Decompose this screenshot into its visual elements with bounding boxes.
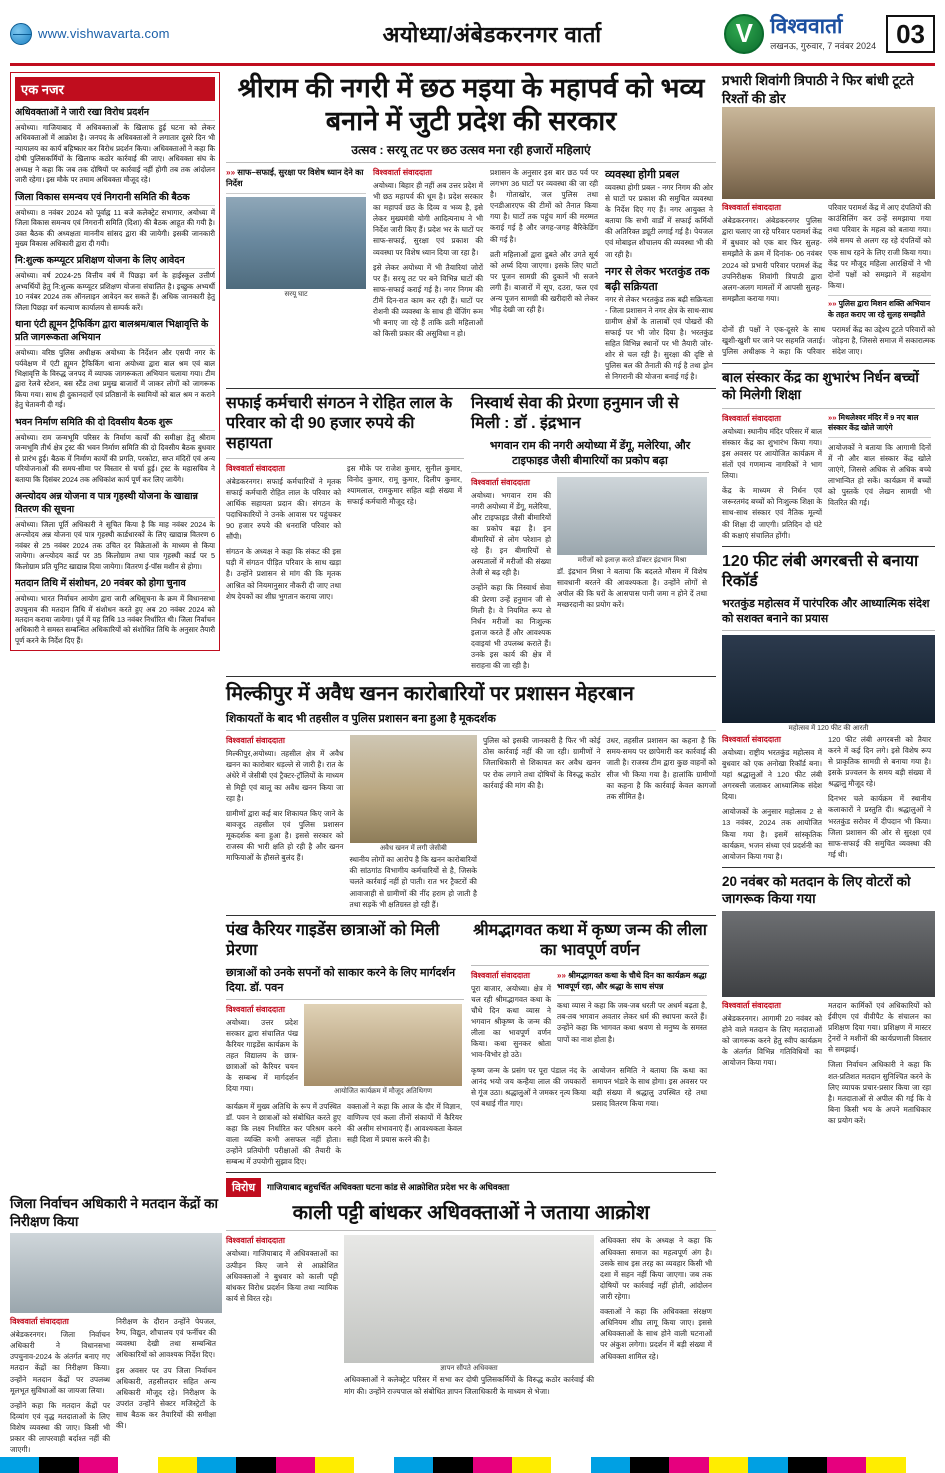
nazar-item-text: अयोध्या। वरिष्ठ पुलिस अधीक्षक अयोध्या के निर्देशन और एसपी नगर के पर्यवेक्षण में एंटी ह्यूमन ट्रैफिकिंग थाना अयोध्या द्वारा बाल श्रम एवं बाल भिक्षावृत्ति के विरुद्ध जनपद में व्यापक जागरूकता अभियान चलाया गया। टीम द्वारा रेलवे स्टेशन, बस स्टैंड तथा प्रमुख बाजारों में जाकर लोगों को जागरूक किया गया। साथ ही दुकानदारों एवं प्रतिष्ठानों के स्वामियों को बाल श्रम न कराने हेतु चेतावनी दी गई। [15,348,216,410]
lead-story[interactable] [226,72,716,383]
counsel-photo [722,107,935,199]
nazar-item-head: थाना एंटी ह्यूमन ट्रैफिकिंग द्वारा बालश्रम/बाल भिक्षावृत्ति के प्रति जागरूकता अभियान [15,317,215,346]
agarbatti-paragraph: अयोध्या। राष्ट्रीय भरतकुंड महोत्सव में बुधवार को एक अनोखा रिकॉर्ड बना। यहां श्रद्धालुओं ने 120 फीट लंबी अगरबत्ती जलाकर आध्यात्मिक संदेश दिया। [722,747,823,802]
safai-paragraph: संगठन के अध्यक्ष ने कहा कि संकट की इस घड़ी में संगठन पीड़ित परिवार के साथ खड़ा है। उन्होंने प्रशासन से मांग की कि मृतक आश्रित को नियमानुसार नौकरी दी जाए तथा शेष देयकों का शीघ्र भुगतान कराया जाए। [226,547,342,601]
agarbatti-paragraph: दिनभर चले कार्यक्रम में स्थानीय कलाकारों ने प्रस्तुति दी। श्रद्धालुओं ने भरतकुंड सरोवर में दीपदान भी किया। जिला प्रशासन की ओर से सुरक्षा एवं साफ-सफाई की समुचित व्यवस्था की गई थी। [828,794,932,859]
bullet-marker: »» [828,298,837,308]
inspection-paragraph: इस अवसर पर उप जिला निर्वाचन अधिकारी, तहसीलदार सहित अन्य अधिकारी मौजूद रहे। निरीक्षण के उपरांत उन्होंने सेक्टर मजिस्ट्रेटों के साथ बैठक कर तैयारियों की समीक्षा की। [116,1365,216,1431]
lead-headline: श्रीराम की नगरी में छठ मइया के महापर्व को भव्य बनाने में जुटी प्रदेश की सरकार [237,73,705,136]
agarbatti-story[interactable] [722,552,935,862]
protest-label: विरोध [226,1178,261,1197]
katha-story[interactable] [471,921,709,1168]
nazar-item[interactable] [15,253,215,313]
seva-paragraph: उन्होंने कहा कि निस्वार्थ सेवा की प्रेरणा उन्हें हनुमान जी से मिली है। वे नियमित रूप से निर्धन मरीजों का निःशुल्क इलाज करते हैं और आवश्यक दवाइयां भी उपलब्ध कराते हैं। उनके इस कार्य की क्षेत्र में सराहना की जा रही है। [471,583,552,671]
lead-paragraph: नगर से लेकर भरतकुंड तक बढ़ी सक्रियता - जिला प्रशासन ने नगर क्षेत्र के साथ-साथ ग्रामीण क्षेत्रों के तालाबों एवं पोखरों की सफाई पर भी जोर दिया है। भरतकुंड सहित विभिन्न स्थानों पर भी तैयारी जोर-शोर से चल रही है। सुरक्षा की दृष्टि से पुलिस बल की तैनाती की गई है तथा ड्रोन से निगरानी की योजना बनाई गई है। [605,294,714,382]
inspection-photo [10,1233,222,1313]
katha-paragraph: कथा व्यास ने कहा कि जब-जब धरती पर अधर्म बढ़ता है, तब-तब भगवान अवतार लेकर धर्म की स्थापना करते हैं। उन्होंने कहा कि भागवत कथा श्रवण से मनुष्य के समस्त पापों का नाश होता है। [557,1001,708,1044]
agarbatti-photo [722,635,935,723]
agarbatti-paragraph: आयोजकों के अनुसार महोत्सव 2 से 13 नवंबर, 2024 तक आयोजित किया गया है। इसमें सांस्कृतिक कार्यक्रम, भजन संध्या एवं प्रदर्शनी का आयोजन किया गया है। [722,807,823,861]
ek-nazar-title: एक नजर [15,77,215,101]
voter-paragraph: अंबेडकरनगर। आगामी 20 नवंबर को होने वाले मतदान के लिए मतदाताओं को जागरूक करने हेतु स्वीप कार्यक्रम के अंतर्गत विभिन्न गतिविधियों का आयोजन किया गया। [722,1013,823,1068]
katha-paragraph: पूरा बाजार, अयोध्या। क्षेत्र में चल रही श्रीमद्भागवत कथा के चौथे दिन कथा व्यास ने भगवान श्रीकृष्ण के जन्म की लीला का भावपूर्ण वर्णन किया। कथा सुनकर श्रोता भाव-विभोर हो उठे। [471,983,552,1060]
agarbatti-photo-caption: महोत्सव में 120 फीट की आरती [788,724,869,732]
voter-headline: 20 नवंबर को मतदान के लिए वोटरों को जागरूक किया गया [722,873,911,907]
sanskar-headline: बाल संस्कार केंद्र का शुभारंभ निर्धन बच्चों को मिलेगी शिक्षा [722,369,919,403]
nazar-item[interactable] [15,489,215,572]
seva-paragraph: अयोध्या। भगवान राम की नगरी अयोध्या में डेंगू, मलेरिया, और टाइफाइड जैसी बीमारियों का प्रकोप बढ़ा है। इन बीमारियों से लोग परेशान हो रहे हैं। इन बीमारियों से अस्पतालों में मरीजों की संख्या तेजी से बढ़ रही है। [471,490,552,578]
voter-photo [722,911,935,997]
brand-logo [724,14,876,54]
lead-kicker: साफ–सफाई, सुरक्षा पर विशेष ध्यान देने का निर्देश [226,167,364,189]
career-story[interactable] [226,921,464,1168]
nazar-item-text: अयोध्या। गाजियाबाद में अधिवक्ताओं के खिलाफ हुई घटना को लेकर अधिवक्ताओं में आक्रोश है। जनपद के अधिवक्ताओं ने लगातार दूसरे दिन भी न्यायालय का कार्य बहिष्कार कर विरोध प्रदर्शन किया। अधिवक्ताओं ने कहा कि दोषी पुलिसकर्मियों के खिलाफ कठोर कार्रवाई की जाए। अधिवक्ता संघ के अध्यक्ष ने कहा कि जब तक दोषियों पर कार्रवाई नहीं होगी तब तक आंदोलन जारी रहेगा। इस मौके पर तमाम अधिवक्ता मौजूद रहे। [15,123,216,185]
lead-subhead: उत्सव : सरयू तट पर छठ उत्सव मना रही हजारों महिलाएं [351,142,591,157]
career-subhead: छात्राओं को उनके सपनों को साकार करने के लिए मार्गदर्शन दिया. डॉ. पवन [226,966,456,994]
katha-bullet: श्रीमद्भागवत कथा के चौथे दिन का कार्यक्रम श्रद्धा भावपूर्ण रहा, और श्रद्धा के साथ संपन्न [557,970,707,991]
lead-paragraph: इसे लेकर अयोध्या में भी तैयारियां जोरों पर हैं। सरयू तट पर बने विभिन्न घाटों की साफ-सफाई कराई गई है। नगर निगम की टीमें दिन-रात काम कर रही हैं। घाटों पर रोशनी की व्यवस्था के साथ ही चेंजिंग रूम भी बनाए जा रहे हैं ताकि व्रती महिलाओं को किसी प्रकार की असुविधा न हो। [373,262,484,339]
nazar-item-text: अयोध्या। 8 नवंबर 2024 को पूर्वाह्न 11 बजे कलेक्ट्रेट सभागार, अयोध्या में जिला विकास समन्वय एवं निगरानी समिति (दिशा) की बैठक आहूत की गयी है। उक्त बैठक की अध्यक्षता माननीय सांसद द्वारा की जायेगी। इसकी जानकारी मुख्य विकास अधिकारी द्वारा दी गयी। [15,207,216,248]
logo-mark-icon: V [724,14,764,54]
sanskar-byline: विश्ववार्ता संवाददाता [722,413,781,423]
career-byline: विश्ववार्ता संवाददाता [226,1004,285,1014]
agarbatti-headline: 120 फीट लंबी अगरबत्ती से बनाया रिकॉर्ड [722,552,919,590]
masthead-center [260,19,724,49]
nazar-item-head: भवन निर्माण समिति की दो दिवसीय बैठक शुरू [15,415,215,431]
lead-byline: विश्ववार्ता संवाददाता [373,167,432,177]
lead-photo-caption: सरयू घाट [284,290,308,298]
inspection-paragraph: निरीक्षण के दौरान उन्होंने पेयजल, रैम्प, विद्युत, शौचालय एवं फर्नीचर की व्यवस्था देखी तथा सम्बन्धित अधिकारियों को आवश्यक निर्देश दिए। [116,1317,216,1360]
counsel-extra: दोनों ही पक्षों ने एक-दूसरे के साथ खुशी-खुशी घर जाने पर सहमति जताई। पुलिस अधीक्षक ने कहा कि परिवार परामर्श केंद्र का उद्देश्य टूटते परिवारों को जोड़ना है, जिससे समाज में सकारात्मक संदेश जाए। [722,325,935,357]
seva-byline: विश्ववार्ता संवाददाता [471,477,530,487]
nazar-item-head: अन्त्योदय अन्न योजना व पात्र गृहस्थी योजना के खाद्यान्न वितरण की सूचना [15,489,215,518]
agarbatti-subhead: भरतकुंड महोत्सव में पारंपरिक और आध्यात्मिक संदेश को सशक्त बनाने का प्रयास [722,597,930,625]
protest-story[interactable] [226,1178,716,1396]
ek-nazar-panel [10,72,220,651]
career-paragraph: अयोध्या। उत्तर प्रदेश सरकार द्वारा संचालित पंख कैरियर गाइडेंस कार्यक्रम के तहत विद्यालय के छात्र-छात्राओं को कैरियर चयन के सम्बन्ध में मार्गदर्शन दिया गया। [226,1017,299,1094]
nazar-item[interactable] [15,317,215,411]
nazar-item[interactable] [15,105,215,186]
seva-story[interactable] [471,394,709,672]
website-url[interactable]: www.vishwavarta.com [38,26,170,41]
mining-photo-jcb [350,735,477,843]
lead-paragraph: व्रती महिलाओं द्वारा डूबते और उगते सूर्य को अर्घ्य दिया जाएगा। इसके लिए घाटों पर पूजन सामग्री की दुकानें भी सजने लगी हैं। बाजारों में सूप, दउरा, फल एवं अन्य पूजन सामग्री की खरीदारी को लेकर भीड़ देखी जा रही है। [490,249,599,315]
protest-paragraph: वक्ताओं ने कहा कि अधिवक्ता संरक्षण अधिनियम शीघ्र लागू किया जाए। इससे अधिवक्ताओं के साथ होने वाली घटनाओं पर अंकुश लगेगा। प्रदर्शन में बड़ी संख्या में अधिवक्ता शामिल रहे। [600,1307,713,1361]
color-calibration-bar [0,1457,945,1473]
edition-date: लखनऊ, गुरुवार, 7 नवंबर 2024 [770,40,877,51]
inspection-headline: जिला निर्वाचन अधिकारी ने मतदान केंद्रों का निरीक्षण किया [10,1196,219,1229]
nazar-item-text: अयोध्या। राम जन्मभूमि परिसर के निर्माण कार्यों की समीक्षा हेतु श्रीराम जन्मभूमि तीर्थ क्षेत्र ट्रस्ट की भवन निर्माण समिति की दो दिवसीय बैठक बुधवार से प्रारंभ हुई। बैठक में निर्माण कार्यों की प्रगति, परकोटा, सप्त मंदिरों एवं अन्य परियोजनाओं की समय-सीमा पर विस्तार से चर्चा हुई। ट्रस्ट के महासचिव ने बताया कि दिसंबर 2024 तक अधिकांश कार्य पूर्ण कर लिए जायेंगे। [15,432,216,484]
counsel-headline: प्रभारी शिवांगी त्रिपाठी ने फिर बांधी टूटते रिश्तों की डोर [722,73,914,106]
nazar-item[interactable] [15,576,215,646]
inspection-byline: विश्ववार्ता संवाददाता [10,1317,69,1327]
agarbatti-byline: विश्ववार्ता संवाददाता [722,734,781,744]
bullet-marker: »» [828,412,837,422]
masthead [10,8,935,66]
counsel-byline: विश्ववार्ता संवाददाता [722,203,781,213]
masthead-left [10,23,260,45]
nazar-item-head: अधिवक्ताओं ने जारी रखा विरोध प्रदर्शन [15,105,215,121]
voter-byline: विश्ववार्ता संवाददाता [722,1000,781,1010]
career-photo-caption: आयोजित कार्यक्रम में मौजूद अतिथिगण [333,1087,433,1095]
counsel-story[interactable] [722,72,935,358]
seva-photo-caption: मरीजों को इलाज़ करते डॉक्टर इंद्रभान मिश्रा [577,556,687,564]
nazar-item-head: मतदान तिथि में संशोधन, 20 नवंबर को होगा चुनाव [15,576,215,592]
protest-kicker: गाजियाबाद बहुचर्चित अधिवक्ता घटना कांड से आक्रोशित प्रदेश भर के अधिवक्ता [267,1182,510,1193]
career-headline: पंख कैरियर गाइडेंस छात्राओं को मिली प्रेरणा [226,921,440,959]
brand-name: विश्ववार्ता [770,14,843,38]
nazar-item-head: जिला विकास समन्वय एवं निगरानी समिति की बैठक [15,190,215,206]
lead-subhead-3: नगर से लेकर भरतकुंड तक बढ़ी सक्रियता [605,265,710,293]
katha-paragraph: कृष्ण जन्म के प्रसंग पर पूरा पंडाल नंद के आनंद भयो जय कन्हैया लाल की जयकारों से गूंज उठा। श्रद्धालुओं ने जमकर नृत्य किया एवं बधाई गीत गाए। [471,1065,587,1108]
seva-subhead: भगवान राम की नगरी अयोध्या में डेंगू, मलेरिया, और टाइफाइड जैसी बीमारियों का प्रकोप बढ़ा [489,439,691,467]
right-column [722,72,935,1397]
katha-headline: श्रीमद्भागवत कथा में कृष्ण जन्म की लीला का भावपूर्ण वर्णन [473,921,707,959]
bullet-marker: »» [226,167,236,177]
page-number: 03 [886,15,935,53]
safai-paragraph: अंबेडकरनगर। सफाई कर्मचारियों ने मृतक सफाई कर्मचारी रोहित लाल के परिवार को आर्थिक सहायता प्रदान की। संगठन के पदाधिकारियों ने उनके आवास पर पहुंचकर 90 हजार रुपये की धनराशि परिवार को सौंपी। [226,476,342,542]
safai-story[interactable] [226,394,464,672]
sanskar-paragraph: केंद्र के माध्यम से निर्धन एवं जरूरतमंद बच्चों को निःशुल्क शिक्षा के साथ-साथ संस्कार एवं नैतिक मूल्यों की शिक्षा दी जाएगी। प्रतिदिन दो घंटे की कक्षाएं संचालित होंगी। [722,486,823,540]
mining-byline: विश्ववार्ता संवाददाता [226,736,285,746]
nazar-item[interactable] [15,190,215,250]
sanskar-bullet: मिथलेश्वर मंदिर में 9 नए बाल संस्कार केंद्र खोले जाएंगे [828,412,919,433]
seva-paragraph: डॉ. इंद्रभान मिश्रा ने बताया कि बदलते मौसम में विशेष सावधानी बरतने की आवश्यकता है। उन्होंने लोगों से अपील की कि घरों के आसपास पानी जमा न होने दें तथा मच्छरदानी का प्रयोग करें। [557,566,708,609]
inspection-paragraph: अंबेडकरनगर। जिला निर्वाचन अधिकारी ने विधानसभा उपचुनाव-2024 के अंतर्गत बनाए गए मतदान केंद्रों का निरीक्षण किया। उन्होंने मतदान केंद्रों पर उपलब्ध मूलभूत सुविधाओं का जायजा लिया। [10,1330,110,1395]
nazar-item-text: अयोध्या। जिला पूर्ति अधिकारी ने सूचित किया है कि माह नवंबर 2024 के अन्त्योदय अन्न योजना एवं पात्र गृहस्थी कार्डधारकों के लिए खाद्यान्न वितरण 6 नवंबर से 25 नवंबर 2024 तक उचित दर विक्रेताओं के माध्यम से किया जायेगा। अन्त्योदय कार्ड पर 35 किलोग्राम तथा पात्र गृहस्थी कार्ड पर 5 किलोग्राम प्रति यूनिट खाद्यान्न दिया जायेगा। वितरण ई-पॉस मशीन से होगा। [15,519,216,571]
career-paragraph: कार्यक्रम में मुख्य अतिथि के रूप में उपस्थित डॉ. पवन ने छात्राओं को संबोधित करते हुए कहा कि लक्ष्य निर्धारित कर परिश्रम करने वाला व्यक्ति कभी असफल नहीं होता। उन्होंने प्रतियोगी परीक्षाओं की तैयारी के सम्बन्ध में उपयोगी सुझाव दिए। [226,1101,342,1167]
protest-photo-lawyers [344,1235,594,1363]
mining-paragraph: ग्रामीणों द्वारा कई बार शिकायत किए जाने के बावजूद तहसील एवं पुलिस प्रशासन मूकदर्शक बना हुआ है। इससे सरकार को राजस्व की भारी क्षति हो रही है और खनन माफियाओं के हौसले बुलंद हैं। [226,808,344,863]
mining-paragraph: उधर, तहसील प्रशासन का कहना है कि समय-समय पर छापेमारी कर कार्रवाई की जाती है। राजस्व टीम द्वारा कुछ वाहनों को सीज भी किया गया है। हालांकि ग्रामीणों का कहना है कि कार्रवाई केवल कागजों तक सीमित है। [606,736,716,801]
lead-subhead-2: व्यवस्था होगी प्रबल [605,168,680,181]
inspection-paragraph: उन्होंने कहा कि मतदान केंद्रों पर दिव्यांग एवं वृद्ध मतदाताओं के लिए विशेष व्यवस्था की जाए। किसी भी प्रकार की लापरवाही बर्दाश्त नहीं की जाएगी। [10,1400,110,1455]
counsel-bullet: पुलिस द्वारा मिशन शक्ति अभियान के तहत कराए जा रहे सुलह समझौते [828,298,931,319]
protest-photo-caption: ज्ञापन सौंपते अधिवक्ता [440,1365,498,1373]
safai-byline: विश्ववार्ता संवाददाता [226,463,285,473]
lead-paragraph: व्यवस्था होगी प्रबल - नगर निगम की ओर से घाटों पर प्रकाश की समुचित व्यवस्था के निर्देश दिए गए हैं। नगर आयुक्त ने बताया कि सभी वार्डों में सफाई कर्मियों की अतिरिक्त ड्यूटी लगाई गई है। पेयजल एवं मोबाइल शौचालय की व्यवस्था भी की जा रही है। [605,182,714,259]
protest-paragraph: अधिवक्ता संघ के अध्यक्ष ने कहा कि अधिवक्ता समाज का महत्वपूर्ण अंग है। उसके साथ इस तरह का व्यवहार किसी भी दशा में सहन नहीं किया जाएगा। जब तक दोषियों पर कार्रवाई नहीं होती, आंदोलन जारी रहेगा। [600,1236,713,1302]
masthead-right [724,14,935,54]
lead-photo-river [226,197,366,289]
voter-paragraph: मतदान कार्मिकों एवं अधिकारियों को ईवीएम एवं वीवीपैट के संचालन का प्रशिक्षण दिया गया। प्रशिक्षण में मास्टर ट्रेनरों ने मशीनों की कार्यप्रणाली विस्तार से समझाई। [828,1000,932,1055]
katha-byline: विश्ववार्ता संवाददाता [471,970,530,980]
counsel-paragraph: परिवार परामर्श केंद्र में आए दंपतियों की काउंसिलिंग कर उन्हें समझाया गया तथा परिवार के महत्व को बताया गया। लंबे समय से अलग रह रहे दंपतियों को एक साथ रहने के लिए राजी किया गया। केंद्र पर मौजूद महिला आरक्षियों ने भी दोनों पक्षों को समझाने में सहयोग किया। [828,203,932,290]
katha-paragraph: आयोजन समिति ने बताया कि कथा का समापन भंडारे के साथ होगा। इस अवसर पर बड़ी संख्या में श्रद्धालु उपस्थित रहे तथा प्रसाद वितरण किया गया। [592,1065,708,1108]
protest-paragraph: अयोध्या। गाजियाबाद में अधिवक्ताओं का उत्पीड़न किए जाने से आक्रोशित अधिवक्ताओं ने बुधवार को काली पट्टी बांधकर विरोध प्रदर्शन किया तथा न्यायिक कार्य से विरत रहे। [226,1249,339,1303]
career-photo-hall [304,1004,462,1086]
mining-paragraph: मिल्कीपुर,अयोध्या। तहसील क्षेत्र में अवैध खनन का कारोबार धड़ल्ले से जारी है। रात के अंधेरे में जेसीबी एवं ट्रैक्टर-ट्रॉलियों के माध्यम से मिट्टी एवं बालू का अवैध खनन किया जा रहा है। [226,749,344,803]
mining-headline: मिल्कीपुर में अवैध खनन कारोबारियों पर प्रशासन मेहरबान [226,683,634,706]
bullet-marker: »» [557,970,566,980]
sanskar-paragraph: आयोजकों ने बताया कि आगामी दिनों में नौ और बाल संस्कार केंद्र खोले जाएंगे, जिससे अधिक से अधिक बच्चे लाभान्वित हो सकें। कार्यक्रम में बच्चों को पुस्तकें एवं लेखन सामग्री भी वितरित की गई। [828,442,932,508]
mining-paragraph: पुलिस को इसकी जानकारी है फिर भी कोई ठोस कार्रवाई नहीं की जा रही। ग्रामीणों ने जिलाधिकारी से शिकायत कर अवैध खनन पर रोक लगाने तथा दोषियों के विरुद्ध कठोर कार्रवाई की मांग की है। [482,736,601,790]
seva-photo-doctor [557,477,707,555]
safai-headline: सफाई कर्मचारी संगठन ने रोहित लाल के परिवार को दी 90 हजार रुपये की सहायता [226,394,453,452]
protest-byline: विश्ववार्ता संवाददाता [226,1236,285,1246]
mining-paragraph: स्थानीय लोगों का आरोप है कि खनन कारोबारियों की सांठगांठ विभागीय कर्मचारियों से है, जिसके चलते कार्रवाई नहीं हो पाती। रात भर ट्रैक्टरों की आवाजाही से ग्रामीणों की नींद हराम हो जाती है तथा सड़कें भी क्षतिग्रस्त हो रही हैं। [349,855,477,909]
nazar-item-text: अयोध्या। वर्ष 2024-25 वित्तीय वर्ष में पिछड़ा वर्ग के हाईस्कूल उत्तीर्ण अभ्यर्थियों हेतु नि:शुल्क कम्प्यूटर प्रशिक्षण योजना संचालित है। इच्छुक अभ्यर्थी 10 नवंबर 2024 तक ऑनलाइन आवेदन कर सकते हैं। अधिक जानकारी हेतु जिला पिछड़ा वर्ग कल्याण कार्यालय से सम्पर्क करें। [15,271,216,312]
nazar-item-head: नि:शुल्क कम्प्यूटर प्रशिक्षण योजना के लिए आवेदन [15,253,215,269]
mining-photo-caption: अवैध खनन में लगी जेसीबी [379,845,447,853]
lead-paragraph: प्रशासन के अनुसार इस बार छठ पर्व पर लगभग 36 घाटों पर व्यवस्था की जा रही है। गोताखोर, जल पुलिस तथा एनडीआरएफ की टीमों को तैनात किया गया है। घाटों तक पहुंच मार्ग की मरम्मत कराई गई है और जगह-जगह बैरिकेडिंग की गई है। [490,167,599,244]
career-paragraph: वक्ताओं ने कहा कि आज के दौर में विज्ञान, वाणिज्य एवं कला तीनों संकायों में कैरियर की असीम संभावनाएं हैं। आवश्यकता केवल सही दिशा में प्रयास करने की है। [347,1101,463,1145]
center-column [226,72,716,1397]
mining-story[interactable] [226,682,716,910]
sanskar-paragraph: अयोध्या। स्थानीय मंदिर परिसर में बाल संस्कार केंद्र का शुभारंभ किया गया। इस अवसर पर आयोजित कार्यक्रम में संतों एवं गणमान्य नागरिकों ने भाग लिया। [722,426,823,481]
counsel-paragraph: अंबेडकरनगर। अंबेडकरनगर पुलिस द्वारा चलाए जा रहे परिवार परामर्श केंद्र में बुधवार को एक बार फिर सुलह-समझौते के क्रम में दिनांक- 06 नवंबर 2024 को प्रभारी परिवार परामर्श केंद्र उपनिरीक्षक शिवांगी त्रिपाठी द्वारा अलग-अलग मामलों में आपसी सुलह-समझौता कराया गया। [722,216,823,303]
safai-paragraph: इस मौके पर राजेश कुमार, सुनील कुमार, विनोद कुमार, रामू कुमार, दिलीप कुमार, श्यामलाल, रामकुमार सहित बड़ी संख्या में सफाई कर्मचारी मौजूद रहे। [347,463,463,506]
sanskar-story[interactable] [722,369,935,541]
voter-paragraph: जिला निर्वाचन अधिकारी ने कहा कि शत-प्रतिशत मतदान सुनिश्चित करने के लिए व्यापक प्रचार-प्रसार किया जा रहा है। मतदाताओं से अपील की गई कि वे बिना किसी भय के अपने मताधिकार का प्रयोग करें। [828,1060,932,1126]
agarbatti-paragraph: 120 फीट लंबी अगरबत्ती को तैयार करने में कई दिन लगे। इसे विशेष रूप से प्राकृतिक सामग्री से बनाया गया है। इसके प्रज्वलन के समय बड़ी संख्या में श्रद्धालु मौजूद रहे। [828,734,932,789]
protest-headline: काली पट्टी बांधकर अधिवक्ताओं ने जताया आक्रोश [292,1202,650,1225]
globe-icon [10,23,32,45]
mining-subhead: शिकायतों के बाद भी तहसील व पुलिस प्रशासन बना हुआ है मूकदर्शक [226,713,496,726]
seva-headline: निस्वार्थ सेवा की प्रेरणा हनुमान जी से मिली : डॉ . इंद्रभान [471,394,679,432]
inspection-story[interactable] [10,1195,222,1455]
nazar-item-text: अयोध्या। भारत निर्वाचन आयोग द्वारा जारी अधिसूचना के क्रम में विधानसभा उपचुनाव की मतदान तिथि में संशोधन करते हुए अब 20 नवंबर 2024 को मतदान कराया जायेगा। पूर्व में यह तिथि 13 नवंबर निर्धारित थी। जिला निर्वाचन अधिकारी ने समस्त सम्बन्धित अधिकारियों को संशोधित तिथि के अनुसार तैयारी पूर्ण करने के निर्देश दिए हैं। [15,594,216,645]
voter-story[interactable] [722,873,935,1126]
section-title: अयोध्या/अंबेडकरनगर वार्ता [382,21,602,47]
lead-paragraph: अयोध्या। बिहार ही नहीं अब उत्तर प्रदेश में भी छठ महापर्व की धूम है। प्रदेश सरकार का महापर्व छठ के दिव्य व भव्य है, इसे लेकर मुख्यमंत्री योगी आदित्यनाथ ने भी निर्देश जारी किए हैं। प्रदेश भर के घाटों पर साफ-सफाई, सुरक्षा एवं प्रकाश की व्यवस्था पर विशेष ध्यान दिया जा रहा है। [373,180,484,257]
nazar-item[interactable] [15,415,215,485]
protest-paragraph: अधिवक्ताओं ने कलेक्ट्रेट परिसर में सभा कर दोषी पुलिसकर्मियों के विरुद्ध कठोर कार्रवाई की मांग की। उन्होंने राज्यपाल को संबोधित ज्ञापन जिलाधिकारी के माध्यम से भेजा। [344,1375,595,1396]
